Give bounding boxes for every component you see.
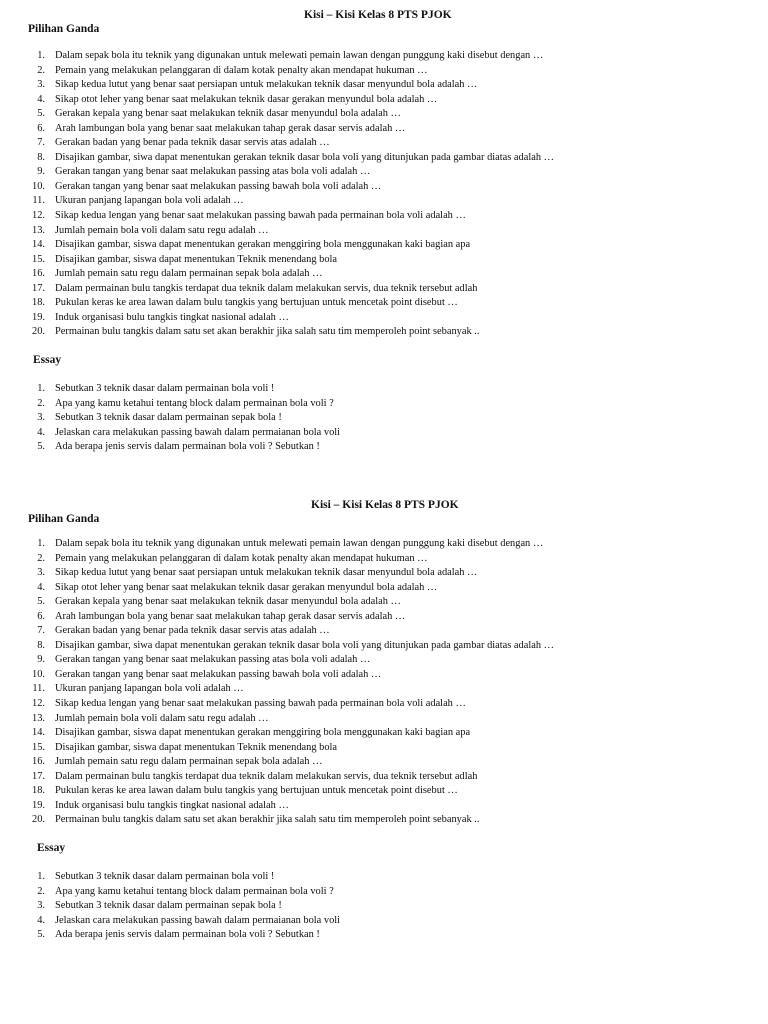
multiple-choice-list — [28, 49, 728, 340]
question-item: 3 . Sikap kedua lutut yang benar saat persiapan untuk melakukan teknik dasar menyundul bola adalah … — [28, 78, 728, 93]
question-item: 3 . Sikap kedua lutut yang benar saat persiapan untuk melakukan teknik dasar menyundul bola adalah … — [28, 566, 728, 581]
question-item: 20 . Permainan bulu tangkis dalam satu set akan berakhir jika salah satu tim memperoleh point sebanyak .. — [28, 325, 728, 340]
question-item: 11 . Ukuran panjang lapangan bola voli adalah … — [28, 682, 728, 697]
question-item: 9 . Gerakan tangan yang benar saat melakukan passing atas bola voli adalah … — [28, 165, 728, 180]
question-item: 7 . Gerakan badan yang benar pada teknik dasar servis atas adalah … — [28, 136, 728, 151]
question-item: 6 . Arah lambungan bola yang benar saat melakukan tahap gerak dasar servis adalah … — [28, 610, 728, 625]
question-item: 20 . Permainan bulu tangkis dalam satu set akan berakhir jika salah satu tim memperoleh point sebanyak .. — [28, 813, 728, 828]
question-item: 5 . Gerakan kepala yang benar saat melakukan teknik dasar menyundul bola adalah … — [28, 595, 728, 610]
question-item: 12 . Sikap kedua lengan yang benar saat melakukan passing bawah pada permainan bola voli adalah … — [28, 697, 728, 712]
question-item: 17 . Dalam permainan bulu tangkis terdapat dua teknik dalam melakukan servis, dua teknik tersebut adlah — [28, 282, 728, 297]
essay-item: 3 . Sebutkan 3 teknik dasar dalam permainan sepak bola ! — [28, 411, 728, 426]
question-item: 13 . Jumlah pemain bola voli dalam satu regu adalah … — [28, 712, 728, 727]
section-heading-essay: Essay — [37, 842, 66, 854]
essay-item: 4 . Jelaskan cara melakukan passing bawah dalam permaianan bola voli — [28, 914, 728, 929]
question-item: 2 . Pemain yang melakukan pelanggaran di dalam kotak penalty akan mendapat hukuman … — [28, 552, 728, 567]
section-heading-pilihan-ganda: Pilihan Ganda — [28, 513, 100, 525]
essay-item: 1 . Sebutkan 3 teknik dasar dalam permainan bola voli ! — [28, 870, 728, 885]
question-item: 19 . Induk organisasi bulu tangkis tingkat nasional adalah … — [28, 311, 728, 326]
section-heading-essay: Essay — [33, 354, 62, 366]
question-item: 17 . Dalam permainan bulu tangkis terdapat dua teknik dalam melakukan servis, dua teknik tersebut adlah — [28, 770, 728, 785]
question-item: 15 . Disajikan gambar, siswa dapat menentukan Teknik menendang bola — [28, 741, 728, 756]
question-item: 14 . Disajikan gambar, siswa dapat menentukan gerakan menggiring bola menggunakan kaki bagian apa — [28, 238, 728, 253]
essay-item: 5 . Ada berapa jenis servis dalam permainan bola voli ? Sebutkan ! — [28, 440, 728, 455]
question-item: 18 . Pukulan keras ke area lawan dalam bulu tangkis yang bertujuan untuk mencetak point disebut … — [28, 784, 728, 799]
essay-item: 2 . Apa yang kamu ketahui tentang block dalam permainan bola voli ? — [28, 397, 728, 412]
question-item: 5 . Gerakan kepala yang benar saat melakukan teknik dasar menyundul bola adalah … — [28, 107, 728, 122]
essay-item: 1 . Sebutkan 3 teknik dasar dalam permainan bola voli ! — [28, 382, 728, 397]
essay-item: 5 . Ada berapa jenis servis dalam permainan bola voli ? Sebutkan ! — [28, 928, 728, 943]
question-item: 18 . Pukulan keras ke area lawan dalam bulu tangkis yang bertujuan untuk mencetak point disebut … — [28, 296, 728, 311]
question-item: 9 . Gerakan tangan yang benar saat melakukan passing atas bola voli adalah … — [28, 653, 728, 668]
essay-item: 2 . Apa yang kamu ketahui tentang block dalam permainan bola voli ? — [28, 885, 728, 900]
question-item: 12 . Sikap kedua lengan yang benar saat melakukan passing bawah pada permainan bola voli adalah … — [28, 209, 728, 224]
question-item: 4 . Sikap otot leher yang benar saat melakukan teknik dasar gerakan menyundul bola adalah … — [28, 581, 728, 596]
question-item: 10 . Gerakan tangan yang benar saat melakukan passing bawah bola voli adalah … — [28, 180, 728, 195]
question-item: 15 . Disajikan gambar, siswa dapat menentukan Teknik menendang bola — [28, 253, 728, 268]
question-item: 16 . Jumlah pemain satu regu dalam permainan sepak bola adalah … — [28, 267, 728, 282]
question-item: 7 . Gerakan badan yang benar pada teknik dasar servis atas adalah … — [28, 624, 728, 639]
essay-list — [28, 870, 728, 943]
essay-list — [28, 382, 728, 455]
question-item: 16 . Jumlah pemain satu regu dalam permainan sepak bola adalah … — [28, 755, 728, 770]
question-item: 4 . Sikap otot leher yang benar saat melakukan teknik dasar gerakan menyundul bola adalah … — [28, 93, 728, 108]
section-heading-pilihan-ganda: Pilihan Ganda — [28, 23, 100, 35]
question-item: 2 . Pemain yang melakukan pelanggaran di dalam kotak penalty akan mendapat hukuman … — [28, 64, 728, 79]
question-item: 19 . Induk organisasi bulu tangkis tingkat nasional adalah … — [28, 799, 728, 814]
question-item: 11 . Ukuran panjang lapangan bola voli adalah … — [28, 194, 728, 209]
question-item: 1 . Dalam sepak bola itu teknik yang digunakan untuk melewati pemain lawan dengan punggung kaki disebut dengan … — [28, 49, 728, 64]
question-item: 1 . Dalam sepak bola itu teknik yang digunakan untuk melewati pemain lawan dengan punggung kaki disebut dengan … — [28, 537, 728, 552]
question-item: 14 . Disajikan gambar, siswa dapat menentukan gerakan menggiring bola menggunakan kaki bagian apa — [28, 726, 728, 741]
multiple-choice-list — [28, 537, 728, 828]
sheet-title: Kisi – Kisi Kelas 8 PTS PJOK — [304, 9, 452, 21]
sheet-title: Kisi – Kisi Kelas 8 PTS PJOK — [311, 499, 459, 511]
essay-item: 3 . Sebutkan 3 teknik dasar dalam permainan sepak bola ! — [28, 899, 728, 914]
question-item: 8 . Disajikan gambar, siwa dapat menentukan gerakan teknik dasar bola voli yang ditunjukan pada gambar diatas adalah … — [28, 639, 728, 654]
question-item: 6 . Arah lambungan bola yang benar saat melakukan tahap gerak dasar servis adalah … — [28, 122, 728, 137]
question-item: 13 . Jumlah pemain bola voli dalam satu regu adalah … — [28, 224, 728, 239]
question-item: 8 . Disajikan gambar, siwa dapat menentukan gerakan teknik dasar bola voli yang ditunjukan pada gambar diatas adalah … — [28, 151, 728, 166]
essay-item: 4 . Jelaskan cara melakukan passing bawah dalam permaianan bola voli — [28, 426, 728, 441]
question-item: 10 . Gerakan tangan yang benar saat melakukan passing bawah bola voli adalah … — [28, 668, 728, 683]
